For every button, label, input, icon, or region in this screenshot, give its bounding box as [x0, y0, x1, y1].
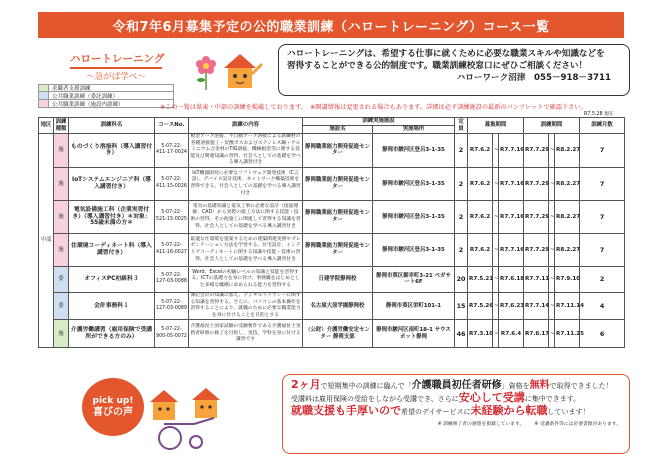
legend-swatch: [39, 92, 49, 99]
header-type: 訓練種類: [54, 118, 69, 134]
months: 4: [580, 292, 625, 319]
legend-label: 公共職業訓練（施設内訓練）: [52, 101, 124, 108]
range-separator: ~: [493, 200, 499, 233]
course-code: 5-07-22-411-15-0026: [155, 167, 189, 200]
text-span: で短期集中の訓練に臨んで「: [320, 382, 412, 390]
header-capacity: 定員: [455, 118, 468, 134]
course-name: ものづくり溶接科（導入講習付き）: [69, 134, 155, 168]
intro-line-1: ハロートレーニングは、希望する仕事に就くために必要な職業スキルや知識などを: [287, 49, 605, 59]
table-row: [39, 292, 625, 319]
period-start: R7.7.11: [524, 266, 549, 292]
range-separator: ~: [549, 200, 555, 233]
facility-address: 静岡市駿河区南町18-1 サウスポット静岡: [373, 320, 455, 348]
period-end: R7.9.10: [555, 266, 580, 292]
months: 7: [580, 200, 625, 233]
period-end: R7.11.25: [555, 320, 580, 348]
recruit-start: R7.6.2: [468, 200, 493, 233]
capacity: 15: [455, 292, 468, 319]
type-cell: 施: [54, 167, 69, 200]
type-cell: 委: [54, 292, 69, 319]
header-content: 訓練の内容: [189, 118, 303, 134]
table-row: [39, 266, 625, 292]
course-code: 5-07-22-411-16-0027: [155, 233, 189, 266]
table-row: [39, 233, 625, 266]
table-row: [39, 134, 625, 168]
as-of-date: R7.5.28 現在: [584, 112, 614, 117]
footnote: ※ 訓練修了者の感想を掲載しています。: [437, 422, 525, 427]
text-span: 」資格を: [501, 382, 530, 390]
highlight-career-change: 未経験から転職: [470, 404, 548, 417]
highlight-support: 就職支援も手厚いので: [291, 404, 401, 417]
header-recruit: 募集期間: [468, 118, 524, 134]
intro-line-2: 習得することができる公的制度です。職業訓練校窓口にぜひご相談ください！: [287, 61, 588, 71]
range-separator: ~: [549, 233, 555, 266]
course-content: IoT機器開発に必要なソフトウェア開発技術（C言語）、デバイス設計技術、ネットワーク構築技術を習得できる。社会人としての基礎を学べる導入講習付き: [189, 167, 303, 200]
disclaimer-note: ※この一覧は県東・中部の訓練を掲載しております。 ※開講情報は変更される場合もあります。詳細は必ず訓練施設の最新のパンフレットで確認下さい。: [160, 104, 587, 111]
recruit-start: R7.3.10: [468, 320, 493, 348]
course-name: 住環境コーディネート科（導入講習付き）: [69, 233, 155, 266]
flower-icon: [196, 56, 216, 90]
facility-name: 静岡職業能力開発促進センター: [303, 167, 373, 200]
recruit-end: R7.7.16: [499, 233, 524, 266]
period-start: R7.7.29: [524, 200, 549, 233]
recruit-end: R7.7.16: [499, 200, 524, 233]
pickup-label: pick up!: [92, 396, 134, 406]
range-separator: ~: [549, 167, 555, 200]
course-name: 介護労働講習（雇用保険で受講所ができる方のみ）: [69, 320, 155, 348]
legend-swatch: [39, 100, 49, 107]
course-content: Word、Excelの初級レベルの知識と技能を習得する。ICTの基礎力を身に付け、事務職をはじめとした多様な職種に求められる能力を習得する: [189, 266, 303, 292]
recruit-end: R7.6.18: [499, 266, 524, 292]
months: 6: [580, 320, 625, 348]
course-code: 5-07-22-127-03-0089: [155, 292, 189, 319]
capacity: 46: [455, 320, 468, 348]
type-cell: 施: [54, 200, 69, 233]
pickup-title: 喜びの声: [93, 407, 133, 418]
header-facility: 訓練実施施設: [303, 118, 455, 126]
facility-address: 静岡市駿河区登呂3-1-35: [373, 134, 455, 168]
logo-underline: [70, 67, 162, 69]
period-end: R8.2.27: [555, 134, 580, 168]
course-code: 5-07-22-900-05-0072: [155, 320, 189, 348]
highlight-free: 無料: [529, 380, 550, 391]
period-start: R7.7.29: [524, 167, 549, 200]
area-cell: 中部: [39, 134, 54, 348]
facility-address: 静岡市葵区栄町101-1: [373, 292, 455, 319]
testimonial-footnotes: [291, 419, 621, 430]
period-end: R7.11.14: [555, 292, 580, 319]
range-separator: ~: [493, 167, 499, 200]
header-facility-name: 施設名: [303, 126, 373, 134]
table-row: [39, 200, 625, 233]
range-separator: ~: [493, 292, 499, 319]
period-start: R7.7.14: [524, 292, 549, 319]
text-span: 希望のデイサービスに: [401, 408, 471, 416]
house-mascot-icon: [224, 54, 262, 88]
hello-training-logo: [70, 52, 170, 86]
range-separator: ~: [493, 320, 499, 348]
period-end: R8.2.27: [555, 200, 580, 233]
range-separator: ~: [549, 266, 555, 292]
table-row: [39, 320, 625, 348]
footnote: ※ 受講条件等には必要書類があります。: [534, 422, 621, 427]
course-name: 会計事務科１: [69, 292, 155, 319]
testimonial-line-1: [291, 379, 621, 392]
period-start: R7.7.29: [524, 134, 549, 168]
legend-label: 求職者支援訓練: [52, 86, 91, 92]
facility-address: 静岡市駿河区登呂3-1-35: [373, 233, 455, 266]
text-span: 受講料は雇用保険の受給をしながら受講でき、さらに: [291, 395, 459, 403]
logo-sub-text: ～急がば学べ～: [86, 72, 146, 82]
house-mascot-icon: [150, 388, 220, 420]
recruit-start: R7.5.26: [468, 292, 493, 319]
wheelchair-mascot-illustration: [130, 384, 270, 452]
type-cell: 施: [54, 320, 69, 348]
months: 2: [580, 266, 625, 292]
text-span: しています！: [547, 408, 590, 416]
facility-name: （公財）介護労働安定センター 静岡支部: [303, 320, 373, 348]
course-code: 5-07-22-127-03-0088: [155, 266, 189, 292]
course-content: 電気の基礎知識と電気工事に必要な設計（図面理解、CAD）から実際の施工方法に関する技能・技術の習得。その他施工に関連して習得する知識を習得。社会人としての基礎を学べる導入講習付き: [189, 200, 303, 233]
text-span: で取得できました！: [549, 382, 613, 390]
period-end: R8.2.27: [555, 167, 580, 200]
capacity: 20: [455, 266, 468, 292]
testimonial-line-3: [291, 405, 621, 418]
facility-name: 静岡職業能力開発促進センター: [303, 233, 373, 266]
header-code: コースNo.: [155, 118, 189, 134]
table-row: [39, 167, 625, 200]
type-cell: 施: [54, 233, 69, 266]
legend-label: 公共職業訓練（委託訓練）: [52, 93, 119, 100]
capacity: 2: [455, 134, 468, 168]
course-content: 板金アーク溶接、半自動アーク溶接による鉄鋼材の各種溶接施工・炭酸ガスおよびステンレス鋼・アルミニウム合金材のTIG溶接、機械板金等に関する技能及び関連知識の習得、社会人としての基礎を学べる導入講習付き: [189, 134, 303, 168]
course-content: 簿記会計の知識に加え、デジタルリテラシーに関する知識を習得する。さらに、パソコンの基本操作を習得することにより、就職のために必要な職業能力を身に付けることを目的とする: [189, 292, 303, 319]
months: 7: [580, 167, 625, 200]
text-span: に集中できます。: [524, 395, 581, 403]
facility-name: 名古屋大原学園静岡校: [303, 292, 373, 319]
mascot-illustration: [190, 46, 270, 94]
recruit-end: R7.6.23: [499, 292, 524, 319]
recruit-end: R7.7.16: [499, 134, 524, 168]
legend: [38, 84, 174, 108]
course-content: 介護福祉士国家試験の受験要件である介護福祉士実務者研修の修了を目指し、実技、学科を身に付ける講習です: [189, 320, 303, 348]
range-separator: ~: [549, 134, 555, 168]
legend-item: [38, 100, 174, 108]
facility-address: 静岡市駿河区登呂3-1-35: [373, 167, 455, 200]
qualification-name: 介護職員初任者研修: [411, 380, 502, 391]
facility-name: 日建学院静岡校: [303, 266, 373, 292]
header-months: 訓練月数: [580, 118, 625, 134]
type-cell: 委: [54, 266, 69, 292]
course-name: オフィスPC初級科３: [69, 266, 155, 292]
header-facility-addr: 実施場所: [373, 126, 455, 134]
course-code: 5-07-22-411-17-0024: [155, 134, 189, 168]
course-name: 電気設備施工科（企業実習付き）（導入講習付き）＊対象：55歳未満の方＊: [69, 200, 155, 233]
page-title: 令和7年6月募集予定の公的職業訓練（ハロートレーニング）コース一覧: [38, 12, 624, 38]
wheelchair-icon: [159, 418, 214, 449]
facility-address: 静岡市駿河区登呂3-1-35: [373, 200, 455, 233]
header-course: 訓練科名: [69, 118, 155, 134]
months: 7: [580, 134, 625, 168]
range-separator: ~: [493, 266, 499, 292]
course-code: 5-07-22-521-15-0025: [155, 200, 189, 233]
range-separator: ~: [493, 233, 499, 266]
recruit-start: R7.5.21: [468, 266, 493, 292]
range-separator: ~: [549, 320, 555, 348]
period-start: R7.6.17: [524, 320, 549, 348]
hello-work-contact: ハローワーク沼津 055－918－3711: [456, 73, 611, 83]
header-period: 訓練期間: [524, 118, 580, 134]
facility-name: 静岡職業能力開発促進センター: [303, 200, 373, 233]
course-table: [38, 117, 625, 348]
capacity: 2: [455, 167, 468, 200]
type-cell: 施: [54, 134, 69, 168]
recruit-start: R7.6.2: [468, 167, 493, 200]
intro-box: [278, 44, 630, 96]
course-content: 最適な住環境を提案するための建築関連実務やプレゼンテーション方法を学習する。住宅設計、インテリアコーディネートに関する知識や技能・技術の習得。社会人としての基礎を学べる導入講習付き: [189, 233, 303, 266]
range-separator: ~: [549, 292, 555, 319]
legend-swatch: [39, 85, 49, 91]
highlight-safe: 安心して受講: [458, 391, 525, 404]
logo-main-text: ハロートレーニング: [70, 53, 165, 65]
highlight-duration: 2ヶ月: [291, 378, 321, 391]
testimonial-box: [282, 374, 630, 454]
range-separator: ~: [493, 134, 499, 168]
capacity: 2: [455, 233, 468, 266]
course-name: IoTシステムエンジニア科（導入講習付き）: [69, 167, 155, 200]
facility-address: 静岡市葵区御幸町3-21 ペガサート6F: [373, 266, 455, 292]
capacity: 2: [455, 200, 468, 233]
recruit-end: R7.7.16: [499, 167, 524, 200]
facility-name: 静岡職業能力開発促進センター: [303, 134, 373, 168]
months: 7: [580, 233, 625, 266]
recruit-start: R7.6.2: [468, 134, 493, 168]
period-end: R8.2.27: [555, 233, 580, 266]
period-start: R7.7.29: [524, 233, 549, 266]
recruit-end: R7.6.4: [499, 320, 524, 348]
header-area: 地区: [39, 118, 54, 134]
recruit-start: R7.6.2: [468, 233, 493, 266]
